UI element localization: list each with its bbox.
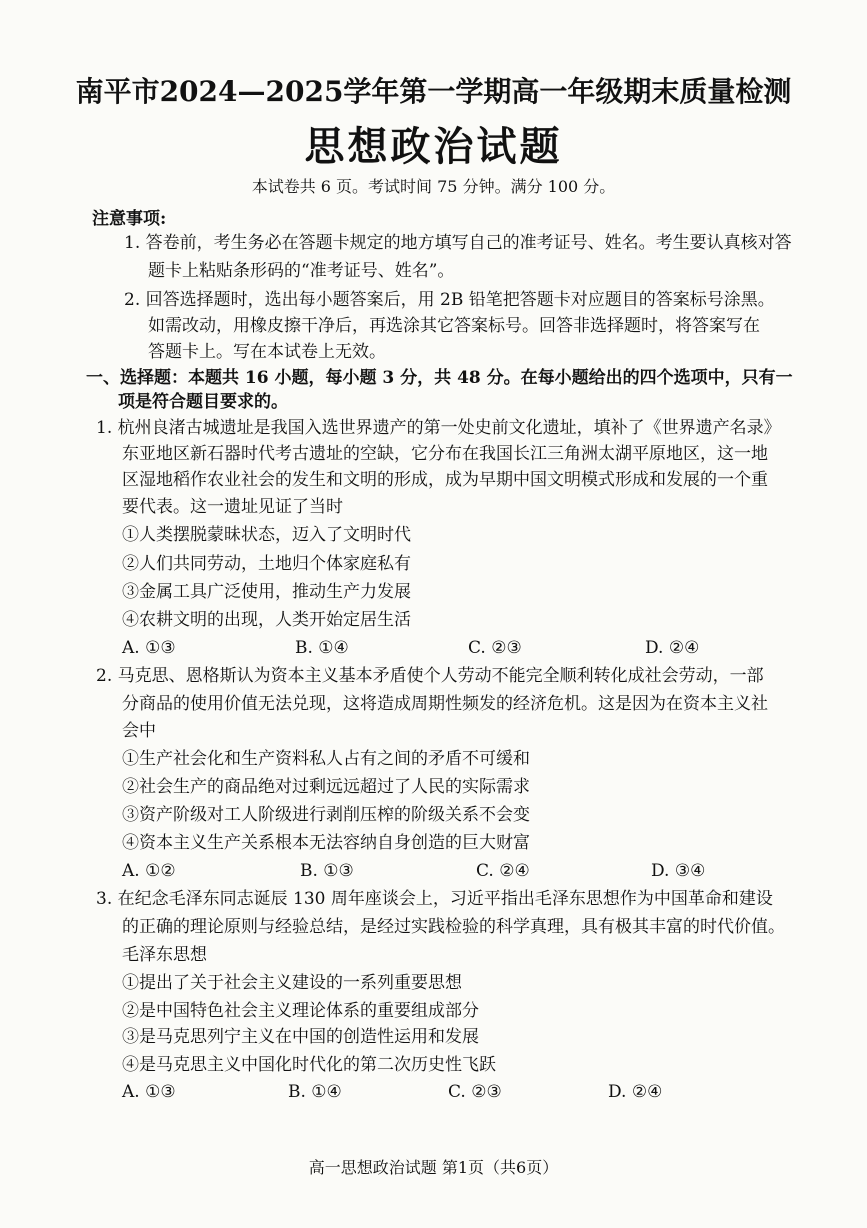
statement: ①人类摆脱蒙昧状态，迈入了文明时代 <box>122 525 411 545</box>
notice-item-2-cont2: 答题卡上。写在本试卷上无效。 <box>148 342 386 362</box>
question-text: 毛泽东思想 <box>122 945 207 965</box>
question-text: 东亚地区新石器时代考古遗址的空缺，它分布在我国长江三角洲太湖平原地区，这一地 <box>122 444 768 464</box>
question-text: 3. 在纪念毛泽东同志诞辰 130 周年座谈会上，习近平指出毛泽东思想作为中国革命和建设 <box>96 889 773 909</box>
page-footer: 高一思想政治试题 第1页（共6页） <box>308 1158 559 1177</box>
subject-title: 思想政治试题 <box>304 123 563 170</box>
notice-item-1: 1. 答卷前，考生务必在答题卡规定的地方填写自己的准考证号、姓名。考生要认真核对答 <box>124 233 792 253</box>
exam-title: 南平市2024—2025学年第一学期高一年级期末质量检测 <box>75 75 792 108</box>
option-d: D. ②④ <box>645 638 700 658</box>
statement: ①生产社会化和生产资料私人占有之间的矛盾不可缓和 <box>122 749 530 769</box>
notice-item-1-cont: 题卡上粘贴条形码的“准考证号、姓名”。 <box>148 261 455 281</box>
statement: ②人们共同劳动，土地归个体家庭私有 <box>122 554 411 574</box>
statement: ④是马克思主义中国化时代化的第二次历史性飞跃 <box>122 1055 496 1075</box>
question-text: 会中 <box>122 721 156 741</box>
question-text: 要代表。这一遗址见证了当时 <box>122 497 343 517</box>
statement: ③金属工具广泛使用，推动生产力发展 <box>122 582 411 602</box>
section-heading-cont: 项是符合题目要求的。 <box>118 392 288 412</box>
section-heading: 一、选择题：本题共 16 小题，每小题 3 分，共 48 分。在每小题给出的四个选项中，只有一 <box>86 368 793 388</box>
notice-heading: 注意事项: <box>92 209 167 229</box>
option-b: B. ①③ <box>300 861 354 881</box>
option-b: B. ①④ <box>288 1082 342 1102</box>
option-d: D. ③④ <box>651 861 706 881</box>
statement: ②社会生产的商品绝对过剩远远超过了人民的实际需求 <box>122 777 530 797</box>
option-c: C. ②③ <box>448 1082 502 1102</box>
question-text: 1. 杭州良渚古城遗址是我国入选世界遗产的第一处史前文化遗址，填补了《世界遗产名录》 <box>96 418 781 438</box>
statement: ③资产阶级对工人阶级进行剥削压榨的阶级关系不会变 <box>122 805 530 825</box>
notice-item-2: 2. 回答选择题时，选出每小题答案后，用 2B 铅笔把答题卡对应题目的答案标号涂黑。 <box>124 290 775 310</box>
option-c: C. ②④ <box>476 861 530 881</box>
option-d: D. ②④ <box>608 1082 663 1102</box>
option-a: A. ①③ <box>122 638 176 658</box>
statement: ①提出了关于社会主义建设的一系列重要思想 <box>122 973 462 993</box>
question-text: 区湿地稻作农业社会的发生和文明的形成，成为早期中国文明模式形成和发展的一个重 <box>122 470 768 490</box>
option-a: A. ①② <box>122 861 176 881</box>
question-text: 的正确的理论原则与经验总结，是经过实践检验的科学真理，具有极其丰富的时代价值。 <box>122 917 785 937</box>
option-c: C. ②③ <box>468 638 522 658</box>
option-a: A. ①③ <box>122 1082 176 1102</box>
statement: ②是中国特色社会主义理论体系的重要组成部分 <box>122 1001 479 1021</box>
notice-item-2-cont: 如需改动，用橡皮擦干净后，再选涂其它答案标号。回答非选择题时，将答案写在 <box>148 316 760 336</box>
exam-info: 本试卷共 6 页。考试时间 75 分钟。满分 100 分。 <box>251 177 616 196</box>
question-text: 2. 马克思、恩格斯认为资本主义基本矛盾使个人劳动不能完全顺利转化成社会劳动，一部 <box>96 666 764 686</box>
statement: ④资本主义生产关系根本无法容纳自身创造的巨大财富 <box>122 833 530 853</box>
option-b: B. ①④ <box>295 638 349 658</box>
statement: ③是马克思列宁主义在中国的创造性运用和发展 <box>122 1027 479 1047</box>
statement: ④农耕文明的出现，人类开始定居生活 <box>122 610 411 630</box>
question-text: 分商品的使用价值无法兑现，这将造成周期性频发的经济危机。这是因为在资本主义社 <box>122 694 768 714</box>
